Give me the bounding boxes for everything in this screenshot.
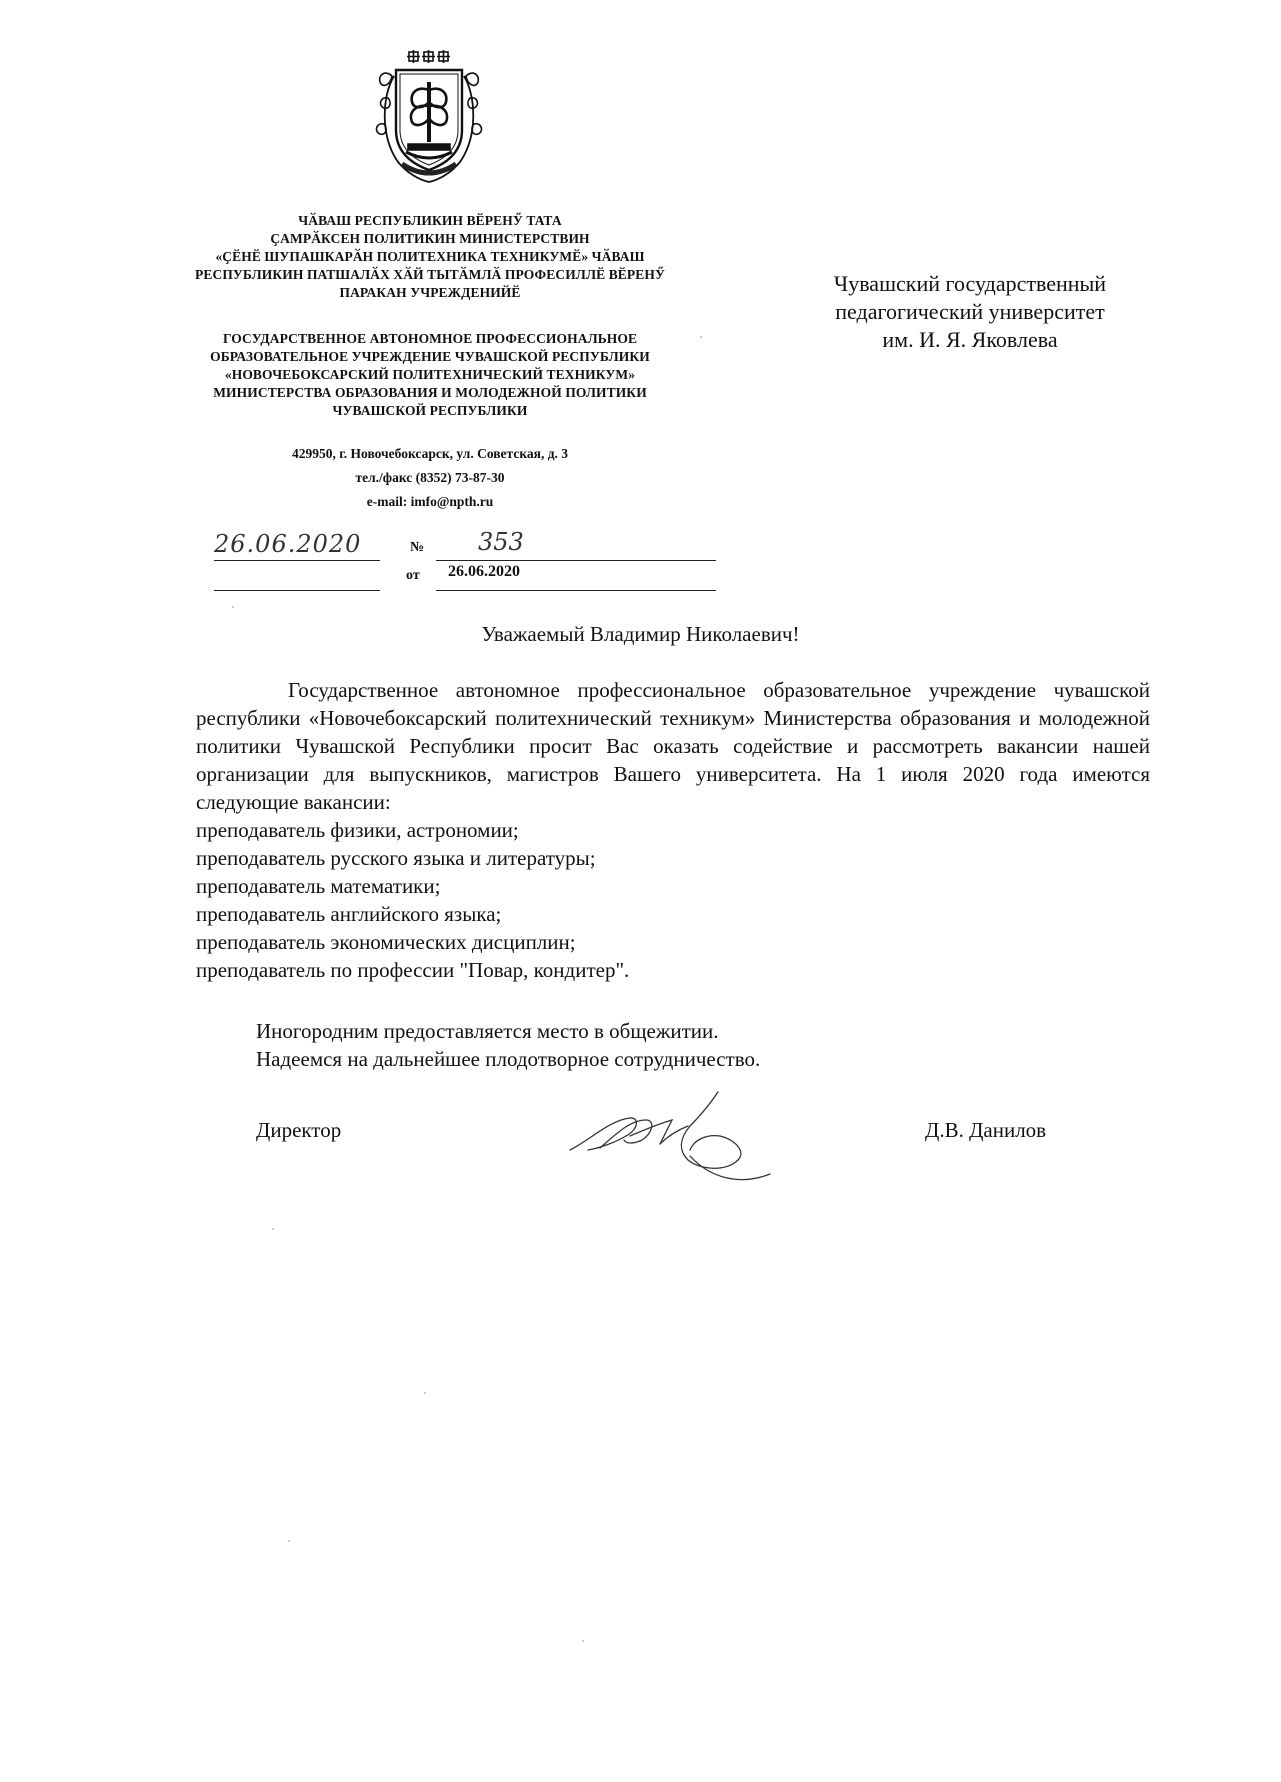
list-item: преподаватель математики; bbox=[196, 874, 441, 898]
left-blank-line bbox=[214, 590, 380, 591]
email: e-mail: imfo@npth.ru bbox=[366, 494, 494, 509]
scan-speck bbox=[582, 1640, 584, 1642]
typed-date: 26.06.2020 bbox=[448, 563, 520, 580]
addressee-line: им. И. Я. Яковлева bbox=[882, 327, 1058, 352]
list-item: преподаватель экономических дисциплин; bbox=[196, 930, 576, 954]
number-underline bbox=[436, 560, 716, 561]
addressee-line: Чувашский государственный bbox=[833, 271, 1107, 296]
header-line: ГОСУДАРСТВЕННОЕ АВТОНОМНОЕ ПРОФЕССИОНАЛЬНОЕ bbox=[222, 331, 638, 346]
closing-line: Иногородним предоставляется место в общежитии. bbox=[256, 1019, 719, 1043]
scan-speck bbox=[288, 1540, 290, 1542]
from-label: от bbox=[406, 568, 420, 583]
main-paragraph: Государственное автономное профессиональное образовательное учреждение чувашской республики «Новочебоксарский политехнический техникум» Министерства образования и молодежной политики Чувашской Республики просит Вас оказать содействие и рассмотреть вакансии нашей организации для выпускников, магистров Вашего университета. На 1 июля 2020 года имеются следующие вакансии: bbox=[196, 678, 1150, 814]
date-underline bbox=[214, 560, 380, 561]
header-line: ЧӐВАШ РЕСПУБЛИКИН ВӖРЕНӲ ТАТА bbox=[298, 213, 562, 228]
handwritten-date: 26.06.2020 bbox=[214, 530, 362, 558]
handwritten-number: 353 bbox=[478, 528, 524, 556]
header-line: ПАРАКАН УЧРЕЖДЕНИЙӖ bbox=[339, 285, 521, 300]
scan-speck bbox=[424, 1392, 426, 1394]
number-label: № bbox=[410, 540, 425, 555]
list-item: преподаватель по профессии "Повар, кондитер". bbox=[196, 958, 630, 982]
chuvash-coat-of-arms-icon bbox=[368, 46, 490, 186]
phone-fax: тел./факс (8352) 73-87-30 bbox=[355, 470, 505, 485]
handwritten-signature-icon bbox=[560, 1090, 780, 1190]
from-underline bbox=[436, 590, 716, 591]
header-line: РЕСПУБЛИКИН ПАТШАЛӐХ ХӐЙ ТЫТӐМЛӐ ПРОФЕСИЛЛӖ ВӖРЕНӲ bbox=[195, 267, 665, 282]
organization-header-chuvash bbox=[150, 212, 710, 302]
header-line: ЧУВАШСКОЙ РЕСПУБЛИКИ bbox=[332, 403, 528, 418]
address: 429950, г. Новочебоксарск, ул. Советская, д. 3 bbox=[291, 446, 569, 461]
closing-text bbox=[256, 1017, 760, 1073]
scan-speck bbox=[272, 1228, 274, 1230]
header-line: ОБРАЗОВАТЕЛЬНОЕ УЧРЕЖДЕНИЕ ЧУВАШСКОЙ РЕСПУБЛИКИ bbox=[210, 349, 650, 364]
header-line: «ҪӖНӖ ШУПАШКАРӐН ПОЛИТЕХНИКА ТЕХНИКУМӖ» ЧӐВАШ bbox=[215, 249, 645, 264]
addressee-line: педагогический университет bbox=[835, 299, 1105, 324]
header-line: МИНИСТЕРСТВА ОБРАЗОВАНИЯ И МОЛОДЕЖНОЙ ПОЛИТИКИ bbox=[213, 385, 647, 400]
header-line: ҪАМРӐКСЕН ПОЛИТИКИН МИНИСТЕРСТВИН bbox=[270, 231, 590, 246]
header-line: «НОВОЧЕБОКСАРСКИЙ ПОЛИТЕХНИЧЕСКИЙ ТЕХНИКУМ» bbox=[224, 367, 636, 382]
organization-header-russian bbox=[150, 330, 710, 420]
addressee bbox=[790, 270, 1150, 354]
signer-name: Д.В. Данилов bbox=[925, 1118, 1047, 1142]
closing-line: Надеемся на дальнейшее плодотворное сотрудничество. bbox=[256, 1047, 761, 1071]
scan-speck bbox=[232, 606, 234, 608]
list-item: преподаватель физики, астрономии; bbox=[196, 818, 519, 842]
scan-speck bbox=[700, 336, 702, 338]
signer-title: Директор bbox=[256, 1118, 342, 1142]
salutation: Уважаемый Владимир Николаевич! bbox=[481, 622, 800, 646]
list-item: преподаватель английского языка; bbox=[196, 902, 502, 926]
organization-contacts bbox=[150, 442, 710, 514]
vacancy-list bbox=[196, 816, 629, 984]
list-item: преподаватель русского языка и литературы; bbox=[196, 846, 596, 870]
